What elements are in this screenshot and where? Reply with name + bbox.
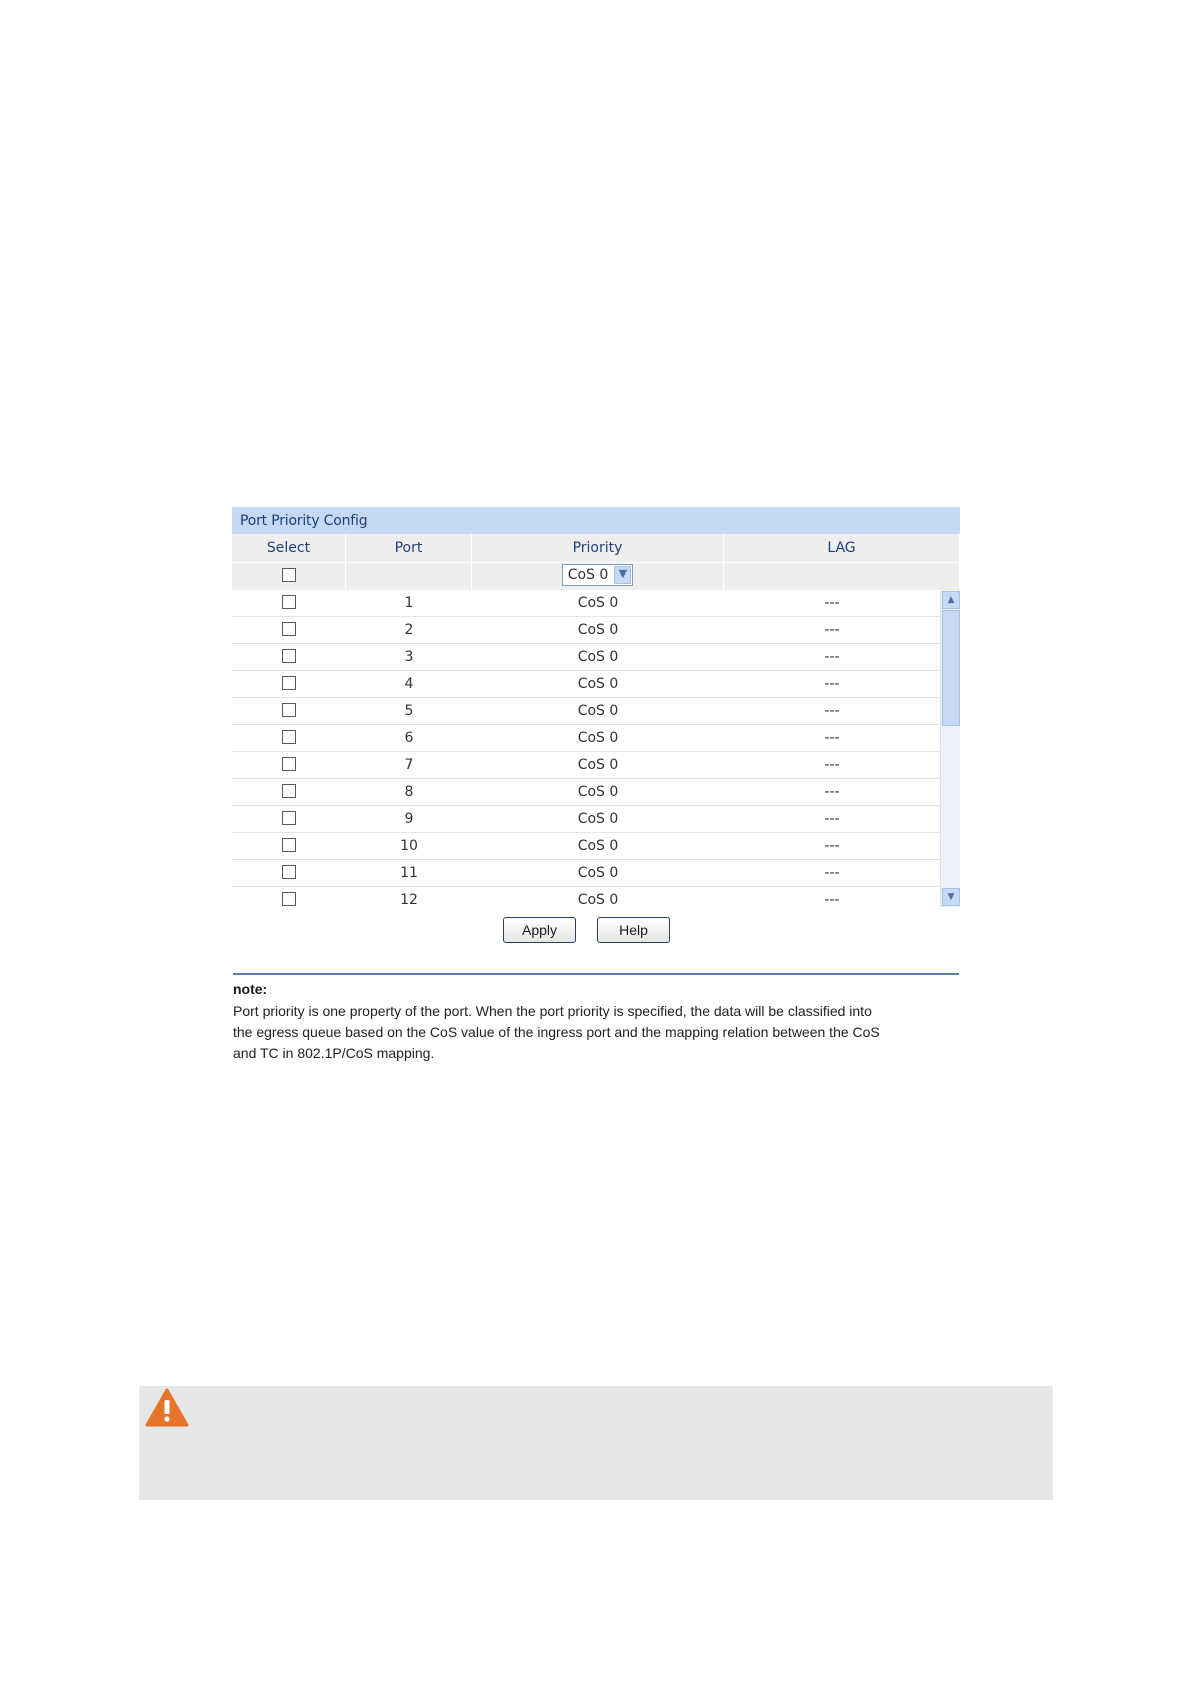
- table-row: [232, 860, 940, 887]
- port-cell: 8: [404, 784, 414, 800]
- scrollbar-thumb[interactable]: [942, 610, 960, 726]
- note-line: and TC in 802.1P/CoS mapping.: [233, 1045, 435, 1061]
- note-divider: [233, 973, 959, 975]
- row-select-checkbox[interactable]: [282, 811, 296, 825]
- lag-cell: ---: [824, 865, 840, 881]
- table-row: [232, 887, 940, 907]
- priority-cell: CoS 0: [577, 676, 619, 692]
- lag-cell: ---: [824, 622, 840, 638]
- apply-button[interactable]: Apply: [503, 917, 576, 943]
- table-row: [232, 698, 940, 725]
- row-select-checkbox[interactable]: [282, 595, 296, 609]
- lag-cell: ---: [824, 757, 840, 773]
- priority-cell: CoS 0: [577, 811, 619, 827]
- row-select-checkbox[interactable]: [282, 676, 296, 690]
- priority-cell: CoS 0: [577, 757, 619, 773]
- lag-cell: ---: [824, 703, 840, 719]
- table-row: [232, 806, 940, 833]
- priority-cell: CoS 0: [577, 865, 619, 881]
- warning-icon: [145, 1388, 189, 1428]
- port-cell: 6: [404, 730, 414, 746]
- note-section: [233, 973, 959, 1064]
- table-row: [232, 617, 940, 644]
- scroll-up-icon[interactable]: ▲: [942, 591, 960, 609]
- note-line: the egress queue based on the CoS value of the ingress port and the mapping relation between the CoS: [233, 1024, 880, 1040]
- port-cell: 11: [400, 865, 418, 881]
- priority-cell: CoS 0: [577, 649, 619, 665]
- table-row: [232, 779, 940, 806]
- port-cell: 9: [404, 811, 414, 827]
- note-label: note:: [233, 981, 268, 997]
- table-row: [232, 752, 940, 779]
- port-cell: 12: [400, 892, 418, 907]
- table-row: [232, 671, 940, 698]
- port-cell: 10: [400, 838, 418, 854]
- column-header-select: Select: [232, 534, 346, 562]
- lag-cell: ---: [824, 676, 840, 692]
- priority-cell: CoS 0: [577, 892, 619, 907]
- table-row: [232, 644, 940, 671]
- priority-cell: CoS 0: [577, 622, 619, 638]
- priority-cell: CoS 0: [577, 703, 619, 719]
- port-cell: 4: [404, 676, 414, 692]
- port-cell: 3: [404, 649, 414, 665]
- row-select-checkbox[interactable]: [282, 649, 296, 663]
- lag-cell: ---: [824, 892, 840, 907]
- port-cell: 7: [404, 757, 414, 773]
- row-select-checkbox[interactable]: [282, 622, 296, 636]
- row-select-checkbox[interactable]: [282, 865, 296, 879]
- row-select-checkbox[interactable]: [282, 730, 296, 744]
- row-select-checkbox[interactable]: [282, 892, 296, 906]
- port-cell: 2: [404, 622, 414, 638]
- table-row: [232, 725, 940, 752]
- row-select-checkbox[interactable]: [282, 703, 296, 717]
- help-button[interactable]: Help: [597, 917, 670, 943]
- lag-cell: ---: [824, 784, 840, 800]
- bulk-priority-select[interactable]: [562, 564, 634, 586]
- bulk-priority-value: CoS 0: [567, 566, 609, 583]
- warning-box: [139, 1386, 1053, 1500]
- bulk-config-row: [232, 563, 960, 590]
- table-header: [232, 534, 960, 563]
- lag-cell: ---: [824, 649, 840, 665]
- priority-cell: CoS 0: [577, 595, 619, 611]
- scroll-down-icon[interactable]: ▼: [942, 888, 960, 906]
- priority-cell: CoS 0: [577, 784, 619, 800]
- row-select-checkbox[interactable]: [282, 784, 296, 798]
- row-select-checkbox[interactable]: [282, 838, 296, 852]
- port-table-body: [232, 590, 960, 907]
- port-cell: 5: [404, 703, 414, 719]
- chevron-down-icon[interactable]: ▼: [614, 566, 631, 584]
- table-row: [232, 833, 940, 860]
- lag-cell: ---: [824, 730, 840, 746]
- panel-title: Port Priority Config: [232, 507, 960, 534]
- note-text: [233, 1001, 959, 1064]
- column-header-priority: Priority: [472, 534, 724, 562]
- priority-cell: CoS 0: [577, 838, 619, 854]
- note-line: Port priority is one property of the port. When the port priority is specified, the data will be classified into: [233, 1003, 872, 1019]
- row-select-checkbox[interactable]: [282, 757, 296, 771]
- column-header-port: Port: [346, 534, 472, 562]
- column-header-lag: LAG: [724, 534, 960, 562]
- port-cell: 1: [404, 595, 414, 611]
- port-priority-config-panel: [232, 507, 960, 907]
- table-row: [232, 590, 940, 617]
- select-all-checkbox[interactable]: [282, 568, 296, 582]
- lag-cell: ---: [824, 811, 840, 827]
- lag-cell: ---: [824, 595, 840, 611]
- lag-cell: ---: [824, 838, 840, 854]
- priority-cell: CoS 0: [577, 730, 619, 746]
- vertical-scrollbar[interactable]: [940, 590, 960, 907]
